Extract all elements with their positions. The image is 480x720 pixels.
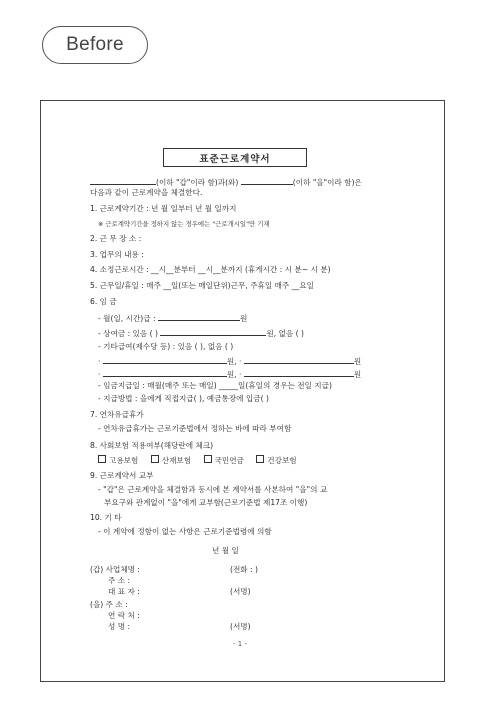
wage-payday: - 임금지급일 : 매월(매주 또는 매일) _____일(휴일의 경우는 전일 지급) xyxy=(98,381,332,390)
item-contract-delivery: 9. 근로계약서 교부 xyxy=(90,471,154,480)
employer-business-name: (갑) 사업체명 : xyxy=(90,565,140,574)
item-contract-delivery-detail-2: 부요구와 관계없이 "을"에게 교부함(근로기준법 제17조 이행) xyxy=(104,498,308,507)
item-annual-leave: 7. 연차유급휴가 xyxy=(90,410,144,419)
employee-address: (을) 주 소 : xyxy=(90,600,128,609)
insurance-checkboxes xyxy=(98,455,307,466)
intro-line-1: (이하 "갑"이라 함)과(와) (이하 "을"이라 함)은 xyxy=(90,176,362,188)
checkbox-icon[interactable] xyxy=(204,455,212,463)
employer-representative: 대 표 자 : xyxy=(108,587,140,596)
checkbox-icon[interactable] xyxy=(151,455,159,463)
insurance-industrial-accident[interactable]: 산재보험 xyxy=(151,456,191,465)
insurance-employment[interactable]: 고용보험 xyxy=(98,456,138,465)
item-workdays-holidays: 5. 근무일/휴일 : 매주 __일(또는 매일단위)근무, 주휴일 매주 __요일 xyxy=(90,281,314,290)
wage-other-row-2: · 원, · 원 xyxy=(98,370,362,379)
item-working-hours: 4. 소정근로시간 : __시__분부터 __시__분까지 (휴게시간 : 시 분~ 시 분) xyxy=(90,265,331,274)
employer-name-blank xyxy=(90,176,156,185)
page-number: - 1 - xyxy=(233,640,247,648)
checkbox-icon[interactable] xyxy=(98,455,106,463)
before-badge: Before xyxy=(42,26,148,64)
item-others: 10. 기 타 xyxy=(90,513,122,522)
insurance-health[interactable]: 건강보험 xyxy=(256,456,296,465)
item-wages: 6. 임 금 xyxy=(90,297,117,306)
wage-payment-method: - 지급방법 : 을에게 직접지급( ), 예금통장에 입금( ) xyxy=(98,394,269,403)
wage-bonus: - 상여금 : 있음 ( ) 원, 없음 ( ) xyxy=(98,329,304,338)
item-workplace: 2. 근 무 장 소 : xyxy=(90,234,142,243)
wage-other: - 기타급여(제수당 등) : 있음 ( ), 없음 ( ) xyxy=(98,342,234,351)
item-contract-period-note: ※ 근로계약기간을 정하지 않는 경우에는 "근로개시일"만 기재 xyxy=(98,220,270,228)
item-others-detail: - 이 계약에 정함이 없는 사항은 근로기준법령에 의함 xyxy=(98,527,272,536)
item-contract-period: 1. 근로계약기간 : 년 월 일부터 년 월 일까지 xyxy=(90,204,237,213)
wage-bonus-blank xyxy=(160,327,266,336)
wage-monthly: - 월(일, 시간)급 : 원 xyxy=(98,314,248,323)
item-contract-delivery-detail-1: - "갑"은 근로계약을 체결함과 동시에 본 계약서를 사본하여 "을"의 교 xyxy=(98,485,328,494)
employee-name: 성 명 : xyxy=(108,622,131,631)
document-title: 표준근로계약서 xyxy=(163,148,307,167)
insurance-national-pension[interactable]: 국민연금 xyxy=(204,456,244,465)
item-social-insurance: 8. 사회보험 적용여부(해당란에 체크) xyxy=(90,441,214,450)
intro-line-2: 다음과 같이 근로계약을 체결한다. xyxy=(90,188,203,197)
employee-signature: (서명) xyxy=(230,622,251,631)
checkbox-icon[interactable] xyxy=(256,455,264,463)
employee-contact: 연 락 처 : xyxy=(108,611,140,620)
contract-date: 년 월 일 xyxy=(212,546,239,555)
employer-signature: (서명) xyxy=(230,587,251,596)
wage-monthly-blank xyxy=(158,312,240,321)
item-annual-leave-detail: - 연차유급휴가는 근로기준법에서 정하는 바에 따라 부여함 xyxy=(98,424,292,433)
wage-other-row-1: · 원, · 원 xyxy=(98,357,362,366)
item-job-description: 3. 업무의 내용 : xyxy=(90,250,144,259)
employer-address: 주 소 : xyxy=(108,576,131,585)
employer-phone: (전화 : ) xyxy=(230,565,258,574)
employee-name-blank xyxy=(241,176,293,185)
